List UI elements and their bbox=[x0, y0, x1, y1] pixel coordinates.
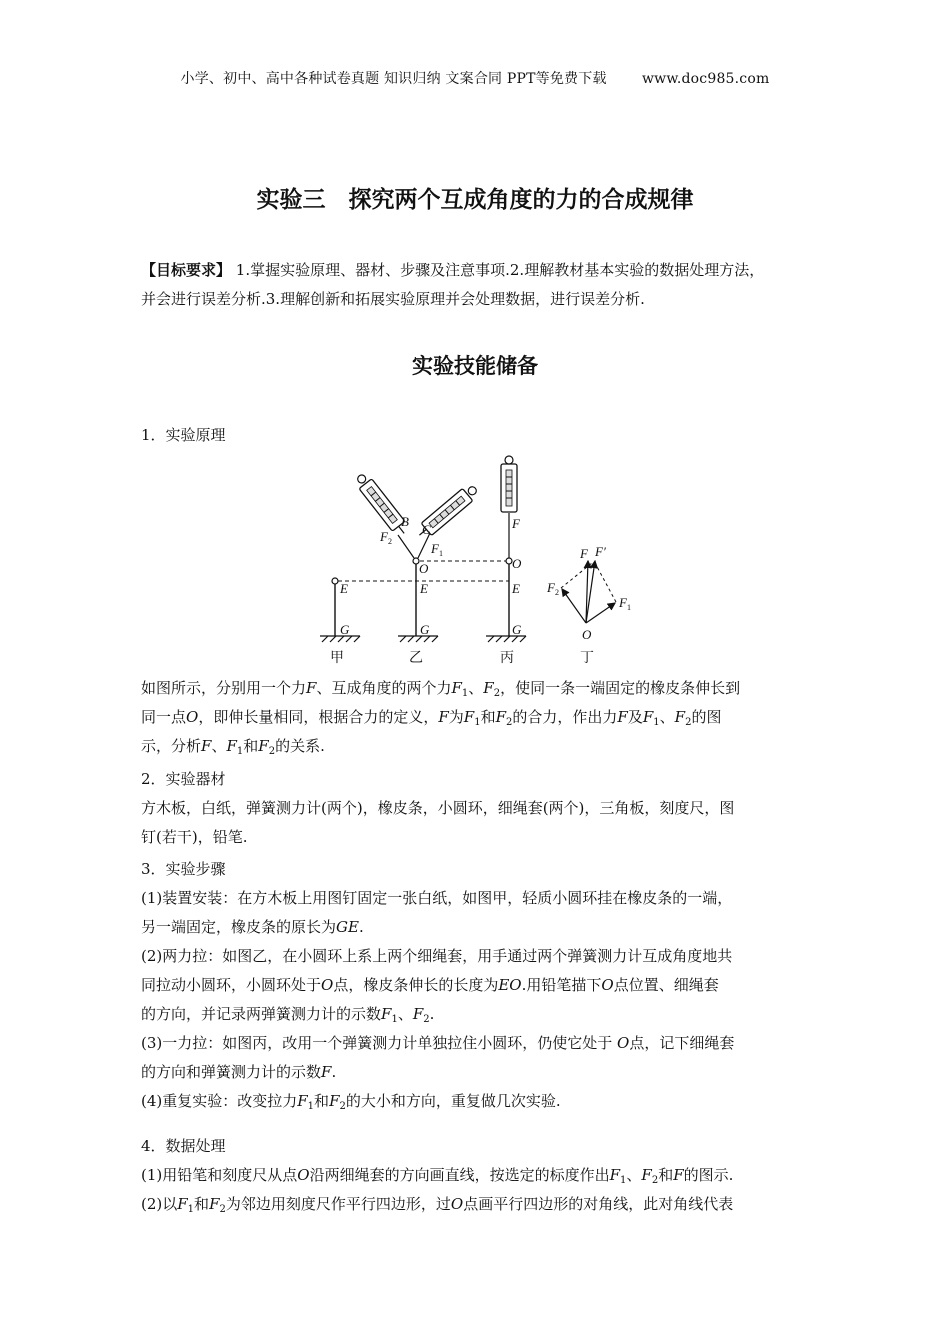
objectives-label: 【目标要求】 bbox=[141, 261, 232, 279]
panel-label-ding: 丁 bbox=[580, 651, 594, 666]
step-3-line-1: (3)一力拉：如图丙，改用一个弹簧测力计单独拉住小圆环，仍使它处于 O点，记下细绳套 bbox=[141, 1034, 735, 1052]
equipment-line-1: 方木板，白纸，弹簧测力计(两个)，橡皮条，小圆环，细绳套(两个)，三角板，刻度尺，图 bbox=[141, 799, 735, 817]
page-header bbox=[0, 68, 950, 88]
ring-jia bbox=[332, 578, 338, 584]
data-line-1: (1)用铅笔和刻度尺从点O沿两细绳套的方向画直线，按选定的标度作出$F_1$、$F_2$和F的图示. bbox=[141, 1166, 734, 1186]
label-f-ding: F bbox=[580, 546, 588, 561]
label-e-bing: E bbox=[512, 581, 520, 596]
experiment-figure bbox=[310, 455, 650, 670]
step-1-line-1: (1)装置安装：在方木板上用图钉固定一张白纸，如图甲，轻质小圆环挂在橡皮条的一端， bbox=[141, 889, 733, 907]
panel-label-yi: 乙 bbox=[409, 651, 423, 666]
step-2-line-3: 的方向，并记录两弹簧测力计的示数$F_1$、$F_2$. bbox=[141, 1005, 435, 1025]
equipment-line-2: 钉(若干)，铅笔. bbox=[141, 828, 248, 846]
objectives-line-2: 并会进行误差分析.3.理解创新和拓展实验原理并会处理数据，进行误差分析. bbox=[141, 290, 645, 308]
label-c: C bbox=[422, 522, 431, 537]
label-f1-ding: $F_1$ bbox=[619, 595, 631, 612]
parallelogram-side-2 bbox=[595, 563, 616, 602]
step-1-line-2: 另一端固定，橡皮条的原长为GE. bbox=[141, 918, 364, 936]
step-3-line-2: 的方向和弹簧测力计的示数F. bbox=[141, 1063, 337, 1081]
equipment bbox=[141, 765, 811, 852]
label-g-yi: G bbox=[420, 622, 430, 637]
equipment-heading: 2．实验器材 bbox=[141, 770, 226, 788]
principle-line-3: 示，分析F、$F_1$和$F_2$的关系. bbox=[141, 737, 325, 757]
spring-scale-single bbox=[501, 456, 517, 512]
label-g-jia: G bbox=[340, 622, 350, 637]
step-4: (4)重复实验：改变拉力$F_1$和$F_2$的大小和方向，重复做几次实验. bbox=[141, 1092, 561, 1112]
label-f1-yi: $F_1$ bbox=[431, 541, 443, 558]
vector-f2 bbox=[562, 589, 586, 623]
data-processing bbox=[141, 1132, 811, 1219]
label-f2-ding: $F_2$ bbox=[547, 580, 559, 597]
principle-heading: 1．实验原理 bbox=[141, 426, 226, 444]
header-text: 小学、初中、高中各种试卷真题 知识归纳 文案合同 PPT等免费下载 bbox=[180, 71, 607, 87]
label-o-ding: O bbox=[582, 627, 592, 642]
principle-line-2: 同一点O，即伸长量相同，根据合力的定义，F为$F_1$和$F_2$的合力，作出力F及$F_1$、$F_2$的图 bbox=[141, 708, 722, 728]
steps-heading: 3．实验步骤 bbox=[141, 860, 226, 878]
data-line-2: (2)以$F_1$和$F_2$为邻边用刻度尺作平行四边形，过O点画平行四边形的对角线，此对角线代表 bbox=[141, 1195, 734, 1215]
label-b: B bbox=[401, 514, 409, 529]
label-f2-yi: $F_2$ bbox=[380, 529, 392, 546]
label-o-yi: O bbox=[419, 561, 429, 576]
label-e-yi: E bbox=[420, 581, 428, 596]
data-heading: 4．数据处理 bbox=[141, 1137, 226, 1155]
string-b bbox=[398, 535, 414, 558]
label-g-bing: G bbox=[512, 622, 522, 637]
principle-text bbox=[141, 674, 811, 761]
section-title: 实验技能储备 bbox=[412, 354, 538, 378]
header-url[interactable]: www.doc985.com bbox=[641, 71, 770, 87]
panel-label-bing: 丙 bbox=[500, 651, 514, 666]
label-f-bing: F bbox=[512, 516, 520, 531]
principle-line-1: 如图所示，分别用一个力F、互成角度的两个力$F_1$、$F_2$，使同一条一端固定的橡皮条伸长到 bbox=[141, 679, 741, 699]
page-title: 实验三 探究两个互成角度的力的合成规律 bbox=[256, 187, 694, 213]
vector-f1 bbox=[586, 603, 615, 623]
label-e-jia: E bbox=[340, 581, 348, 596]
steps bbox=[141, 855, 811, 1116]
label-fprime-ding: F′ bbox=[595, 544, 606, 559]
step-2-line-2: 同拉动小圆环，小圆环处于O点，橡皮条伸长的长度为EO.用铅笔描下O点位置、细绳套 bbox=[141, 976, 719, 994]
ground-yi bbox=[398, 636, 438, 642]
label-o-bing: O bbox=[512, 556, 522, 571]
panel-label-jia: 甲 bbox=[330, 651, 344, 666]
vector-diagram bbox=[546, 544, 631, 642]
step-2-line-1: (2)两力拉：如图乙，在小圆环上系上两个细绳套，用手通过两个弹簧测力计互成角度地共 bbox=[141, 947, 733, 965]
objectives bbox=[141, 256, 811, 314]
objectives-line-1: 【目标要求】 1.掌握实验原理、器材、步骤及注意事项.2.理解教材基本实验的数据处理方法， bbox=[141, 261, 765, 279]
